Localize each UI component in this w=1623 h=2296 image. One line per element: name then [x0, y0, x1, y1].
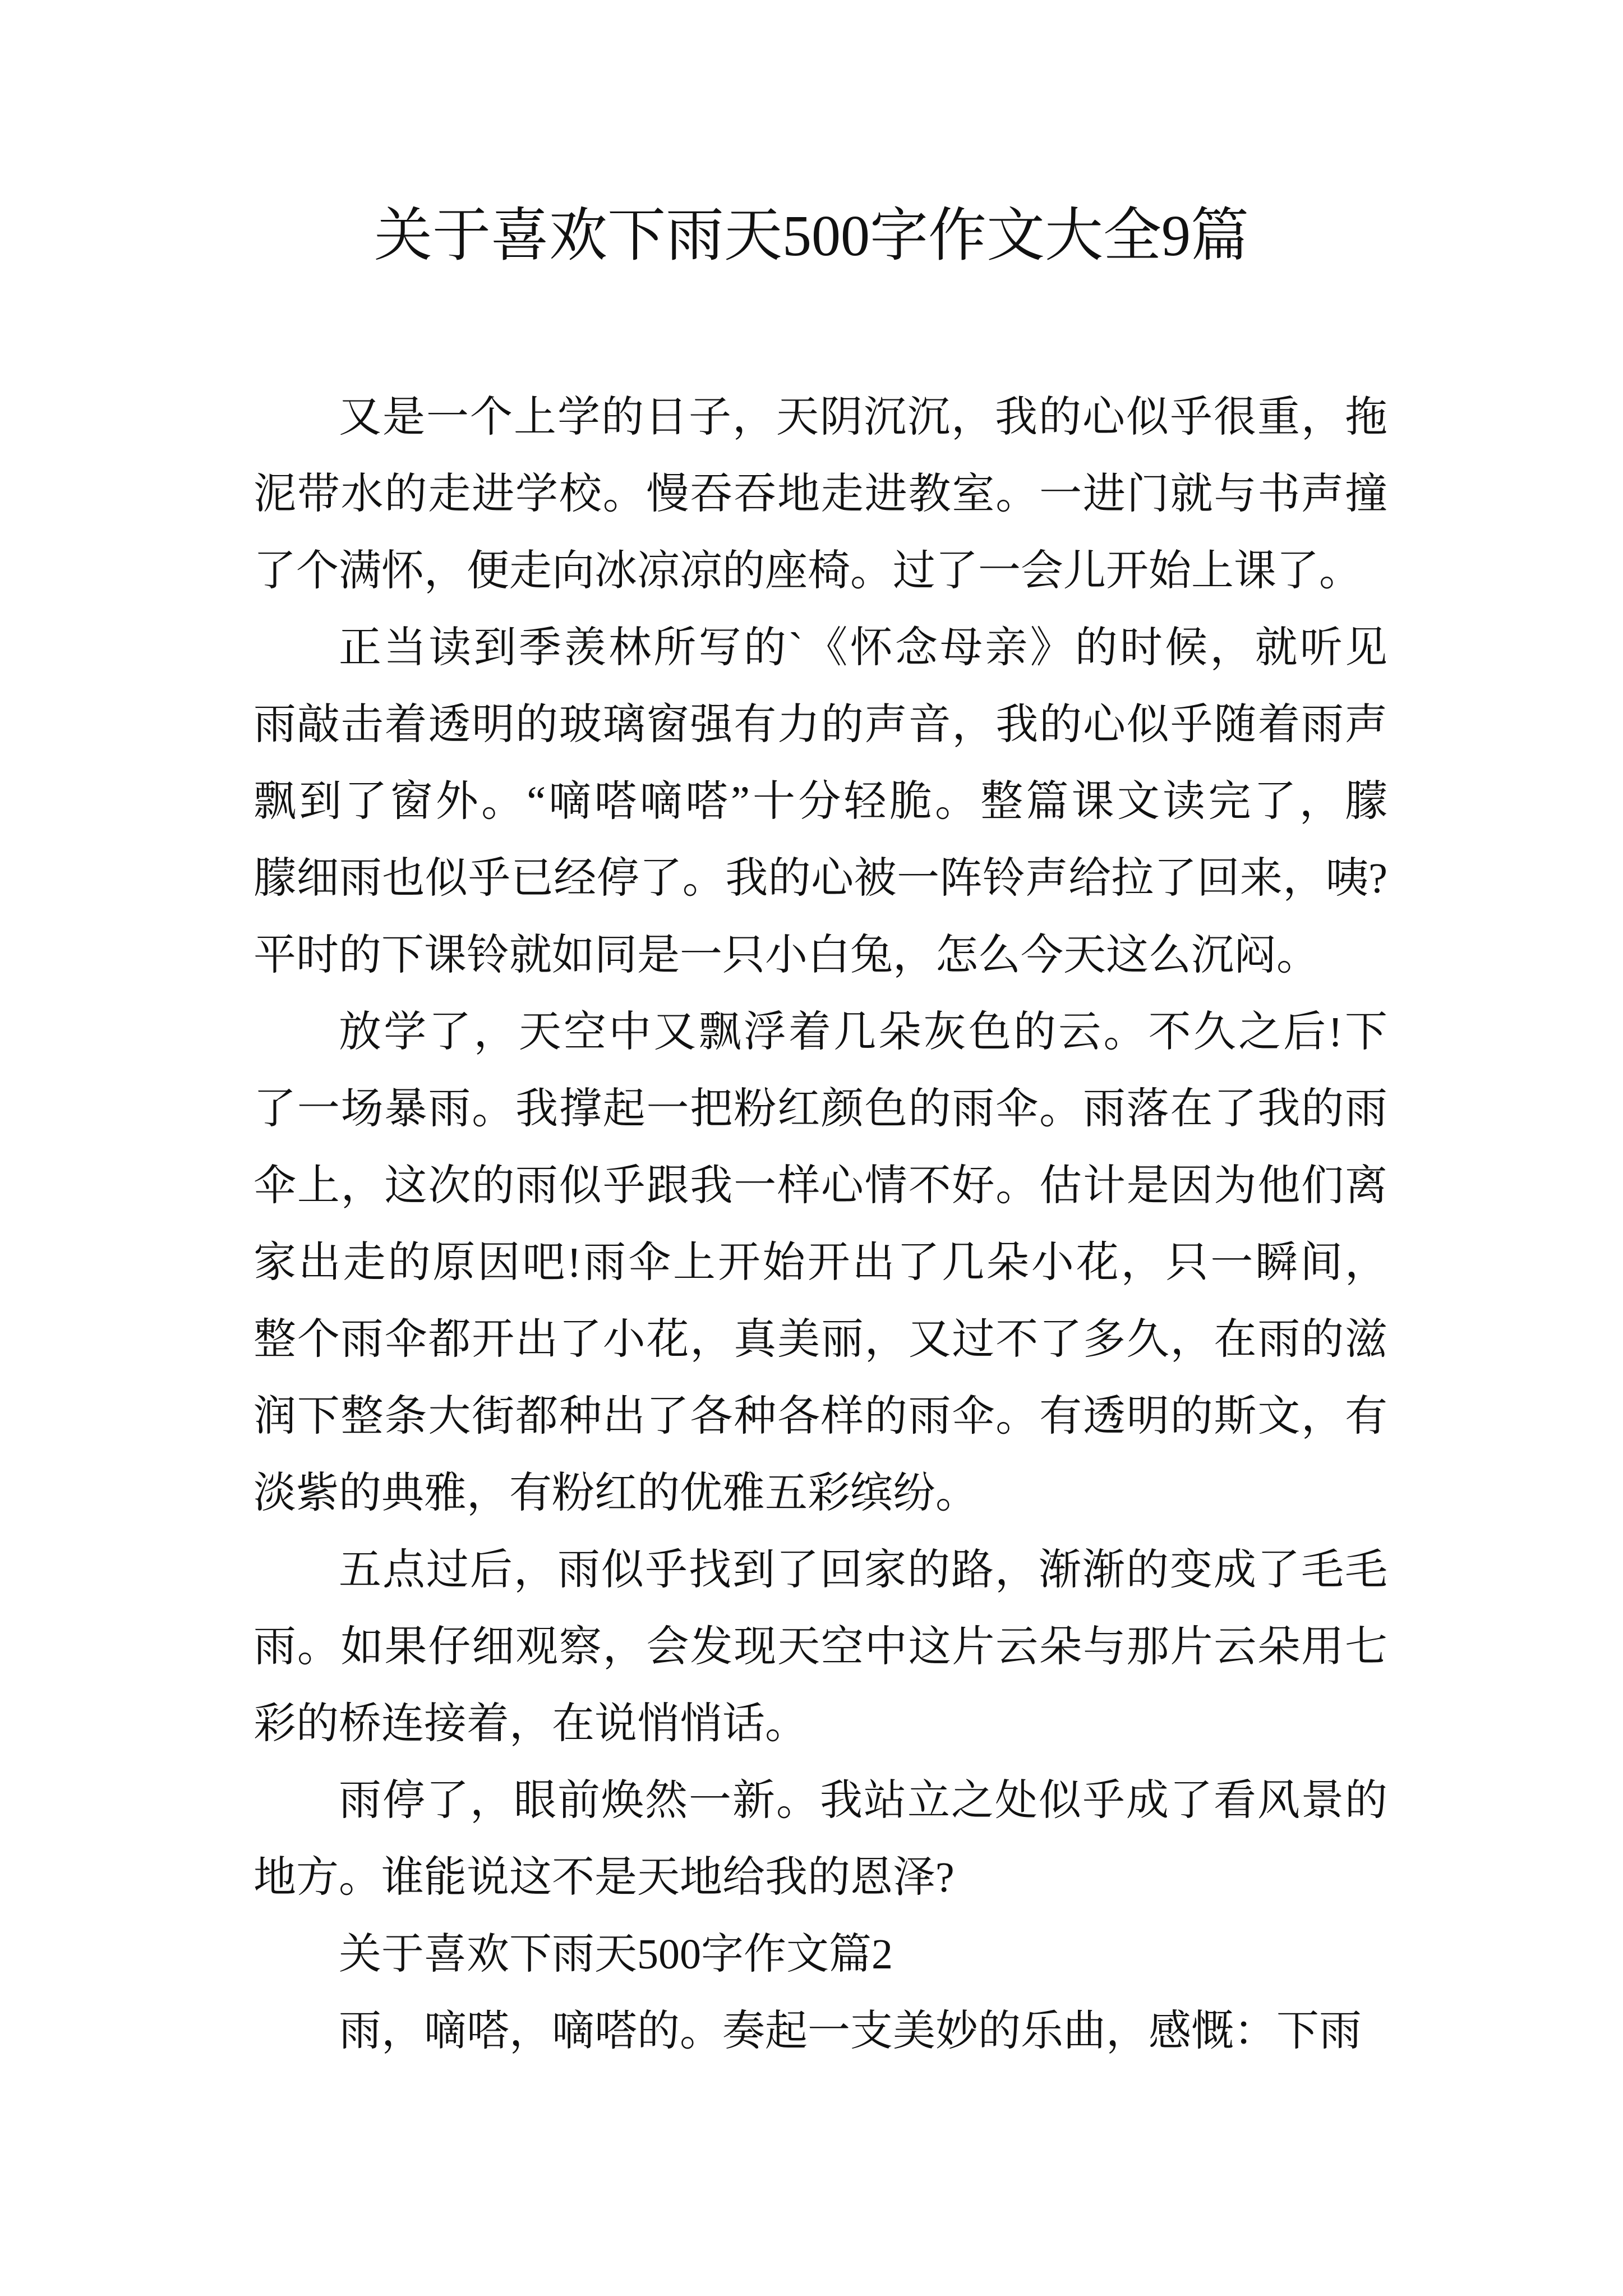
text-line: 泥带水的走进学校。慢吞吞地走进教室。一进门就与书声撞: [253, 471, 1387, 518]
text-line: 润下整条大街都种出了各种各样的雨伞。有透明的斯文，有: [253, 1393, 1387, 1440]
text-line: 地方。谁能说这不是天地给我的恩泽?: [253, 1854, 955, 1901]
text-line: 雨敲击着透明的玻璃窗强有力的声音，我的心似乎随着雨声: [253, 701, 1387, 748]
text-line: 淡紫的典雅，有粉红的优雅五彩缤纷。: [253, 1470, 978, 1517]
section-heading: 关于喜欢下雨天500字作文篇2: [339, 1931, 893, 1978]
text-line: 雨停了，眼前焕然一新。我站立之处似乎成了看风景的: [339, 1777, 1387, 1824]
text-line: 放学了，天空中又飘浮着几朵灰色的云。不久之后!下: [339, 1009, 1387, 1056]
text-line: 朦细雨也似乎已经停了。我的心被一阵铃声给拉了回来，咦?: [253, 855, 1387, 902]
text-line: 伞上，这次的雨似乎跟我一样心情不好。估计是因为他们离: [253, 1162, 1387, 1209]
text-line: 彩的桥连接着，在说悄悄话。: [253, 1700, 808, 1747]
text-line: 平时的下课铃就如同是一只小白兔，怎么今天这么沉闷。: [253, 932, 1319, 979]
text-line: 又是一个上学的日子，天阴沉沉，我的心似乎很重，拖: [339, 394, 1387, 441]
paragraph: [253, 1763, 1387, 1916]
document-body: [253, 379, 1387, 2070]
paragraph: [253, 1993, 1387, 2070]
text-line: 了一场暴雨。我撑起一把粉红颜色的雨伞。雨落在了我的雨: [253, 1085, 1387, 1133]
paragraph: [253, 379, 1387, 610]
document-title: 关于喜欢下雨天500字作文大全9篇: [374, 204, 1249, 268]
text-line: 飘到了窗外。“嘀嗒嘀嗒”十分轻脆。整篇课文读完了，朦: [253, 778, 1387, 825]
text-line: 雨。如果仔细观察，会发现天空中这片云朵与那片云朵用七: [253, 1623, 1387, 1671]
text-line: 五点过后，雨似乎找到了回家的路，渐渐的变成了毛毛: [339, 1547, 1387, 1594]
paragraph: [253, 610, 1387, 994]
text-line: 了个满怀，便走向冰凉凉的座椅。过了一会儿开始上课了。: [253, 547, 1362, 595]
text-line: 家出走的原因吧!雨伞上开始开出了几朵小花，只一瞬间，: [253, 1239, 1387, 1286]
text-line: 雨，嘀嗒，嘀嗒的。奏起一支美妙的乐曲，感慨：下雨: [339, 2008, 1362, 2055]
text-line: 整个雨伞都开出了小花，真美丽，又过不了多久，在雨的滋: [253, 1316, 1387, 1363]
paragraph: [253, 1532, 1387, 1763]
text-line: 正当读到季羡林所写的`《怀念母亲》的时候，就听见: [339, 624, 1387, 671]
paragraph: [253, 994, 1387, 1532]
